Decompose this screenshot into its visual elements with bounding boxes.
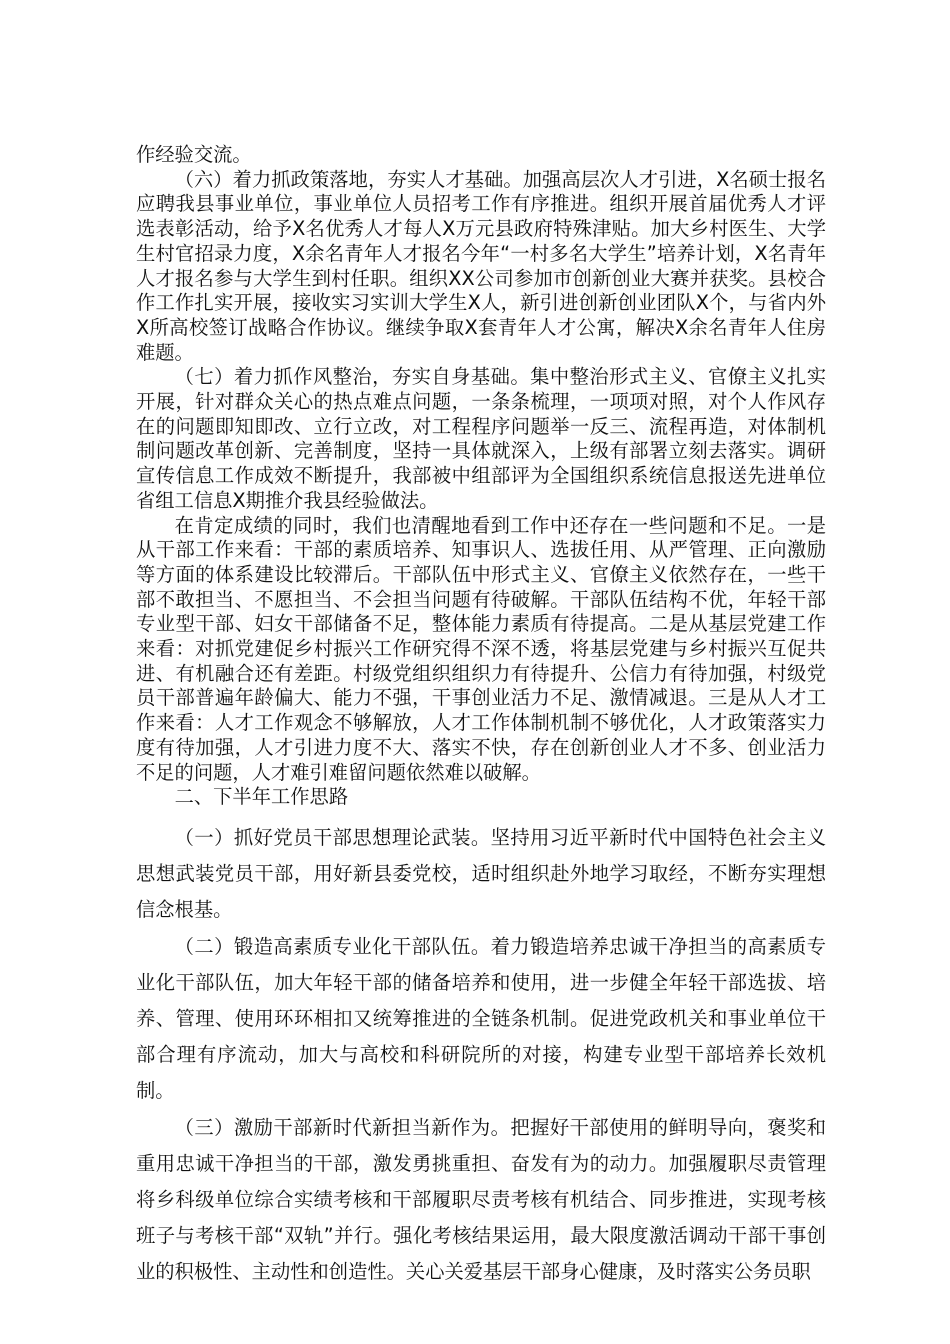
- paragraph-item-six: （六）着力抓政策落地，夯实人才基础。加强高层次人才引进，X名硕士报名应聘我县事业单位，事业单位人员招考工作有序推进。组织开展首届优秀人才评选表彰活动，给予X名优秀人才每人X万元县政府特殊津贴。加大乡村医生、大学生村官招录力度，X余名青年人才报名今年“一村多名大学生”培养计划，X名青年人才报名参与大学生到村任职。组织XX公司参加市创新创业大赛并获奖。县校合作工作扎实开展，接收实习实训大学生X人，新引进创新创业团队X个，与省内外X所高校签订战略合作协议。继续争取X套青年人才公寓，解决X余名青年人住房难题。: [136, 167, 826, 364]
- section-heading-second-half: 二、下半年工作思路: [174, 785, 349, 809]
- document-body-part-one: [136, 143, 826, 810]
- paragraph-problems: 在肯定成绩的同时，我们也清醒地看到工作中还存在一些问题和不足。一是从干部工作来看：干部的素质培养、知事识人、选拔任用、从严管理、正向激励等方面的体系建设比较滞后。干部队伍中形式主义、官僚主义依然存在，一些干部不敢担当、不愿担当、不会担当问题有待破解。干部队伍结构不优，年轻干部专业型干部、妇女干部储备不足，整体能力素质有待提高。二是从基层党建工作来看：对抓党建促乡村振兴工作研究得不深不透，将基层党建与乡村振兴互促共进、有机融合还有差距。村级党组织组织力有待提升、公信力有待加强，村级党员干部普遍年龄偏大、能力不强，干事创业活力不足、激情减退。三是从人才工作来看：人才工作观念不够解放，人才工作体制机制不够优化，人才政策落实力度有待加强，人才引进力度不大、落实不快，存在创新创业人才不多、创业活力不足的问题，人才难引难留问题依然难以破解。: [136, 513, 826, 784]
- paragraph-continuation: 作经验交流。: [136, 143, 252, 166]
- paragraph-item-seven: （七）着力抓作风整治，夯实自身基础。集中整治形式主义、官僚主义扎实开展，针对群众关心的热点难点问题，一条条梳理，一项项对照，对个人作风存在的问题即知即改、立行立改，对工程程序问题举一反三、流程再造，对体制机制问题改革创新、完善制度，坚持一具体就深入，上级有部署立刻去落实。调研宣传信息工作成效不断提升，我部被中组部评为全国组织系统信息报送先进单位省组工信息X期推介我县经验做法。: [136, 365, 826, 512]
- paragraph-plan-item-one: （一）抓好党员干部思想理论武装。坚持用习近平新时代中国特色社会主义思想武装党员干部，用好新县委党校，适时组织赴外地学习取经，不断夯实理想信念根基。: [136, 826, 826, 922]
- document-body-part-two: [136, 820, 826, 1291]
- paragraph-plan-item-two: （二）锻造高素质专业化干部队伍。着力锻造培养忠诚干净担当的高素质专业化干部队伍，加大年轻干部的储备培养和使用，进一步健全年轻干部选拔、培养、管理、使用环环相扣又统筹推进的全链条机制。促进党政机关和事业单位干部合理有序流动，加大与高校和科研院所的对接，构建专业型干部培养长效机制。: [136, 934, 826, 1103]
- paragraph-plan-item-three: （三）激励干部新时代新担当新作为。把握好干部使用的鲜明导向，褒奖和重用忠诚干净担当的干部，激发勇挑重担、奋发有为的动力。加强履职尽责管理将乡科级单位综合实绩考核和干部履职尽责考核有机结合、同步推进，实现考核班子与考核干部“双轨”并行。强化考核结果运用，最大限度激活调动干部干事创业的积极性、主动性和创造性。关心关爱基层干部身心健康，及时落实公务员职: [136, 1115, 826, 1284]
